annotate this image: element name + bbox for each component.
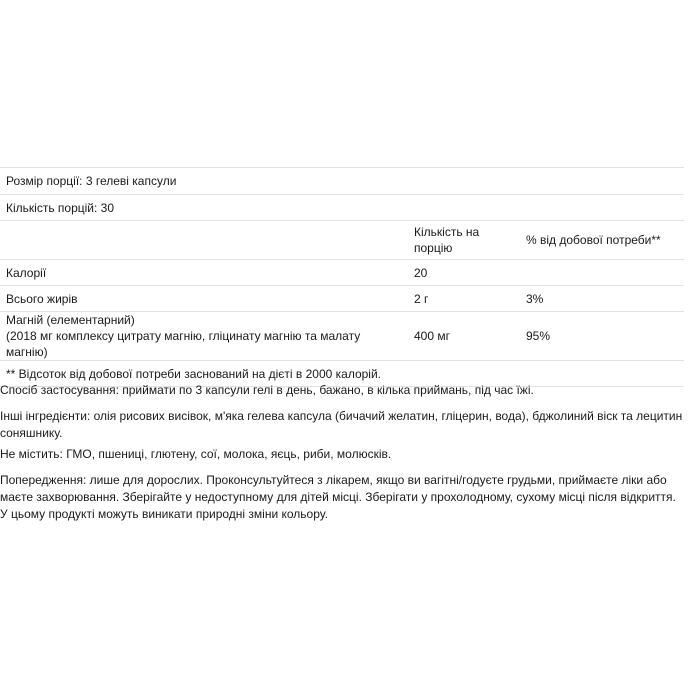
nutrient-name: Магній (елементарний) (6, 313, 135, 327)
header-daily-value: % від добової потреби** (520, 221, 684, 260)
table-row-total-fat (0, 286, 684, 312)
table-row-servings (0, 195, 684, 221)
usage-note (0, 382, 684, 399)
nutrient-daily-value (520, 260, 684, 286)
usage-text: Спосіб застосування: приймати по 3 капсули гелі в день, бажано, в кілька приймань, під час їжі. (0, 383, 534, 397)
nutrient-name-detail: (2018 мг комплексу цитрату магнію, гліцинату магнію та малату магнію) (6, 329, 361, 359)
header-amount: Кількість на порцію (408, 221, 520, 260)
warning-note (0, 472, 684, 523)
serving-size-text: Розмір порції: 3 гелеві капсули (0, 168, 684, 195)
nutrient-name-cell (0, 312, 408, 361)
table-row-serving-size (0, 168, 684, 195)
header-empty-cell (0, 221, 408, 260)
supplement-facts-sheet (0, 167, 684, 387)
table-row-magnesium (0, 312, 684, 361)
supplement-facts-table (0, 167, 684, 387)
nutrient-name: Калорії (0, 260, 408, 286)
nutrient-name: Всього жирів (0, 286, 408, 312)
nutrient-daily-value: 95% (520, 312, 684, 361)
table-row-calories (0, 260, 684, 286)
nutrient-daily-value: 3% (520, 286, 684, 312)
nutrient-amount: 2 г (408, 286, 520, 312)
other-ingredients-note (0, 408, 684, 442)
servings-count-text: Кількість порцій: 30 (0, 195, 684, 221)
warning-text: Попередження: лише для дорослих. Проконсультуйтеся з лікарем, якщо ви вагітні/годуєте грудьми, приймаєте ліки або маєте захворювання. Зберігайте у недоступному для дітей місці. Зберігати у прохолодному, сухому місці після відкриття. У цьому продукті можуть виникати природні зміни кольору. (0, 473, 676, 521)
table-header-row (0, 221, 684, 260)
free-of-text: Не містить: ГМО, пшениці, глютену, сої, молока, яєць, риби, молюсків. (0, 447, 392, 461)
nutrient-amount: 400 мг (408, 312, 520, 361)
nutrient-amount: 20 (408, 260, 520, 286)
free-of-note (0, 446, 684, 463)
daily-value-footnote: ** Відсоток від добової потреби заснований на дієті в 2000 калорій. (0, 361, 684, 387)
other-ingredients-text: Інші інгредієнти: олія рисових висівок, м'яка гелева капсула (бичачий желатин, гліцерин, вода), бджолиний віск та лецитин соняшнику. (0, 409, 683, 440)
